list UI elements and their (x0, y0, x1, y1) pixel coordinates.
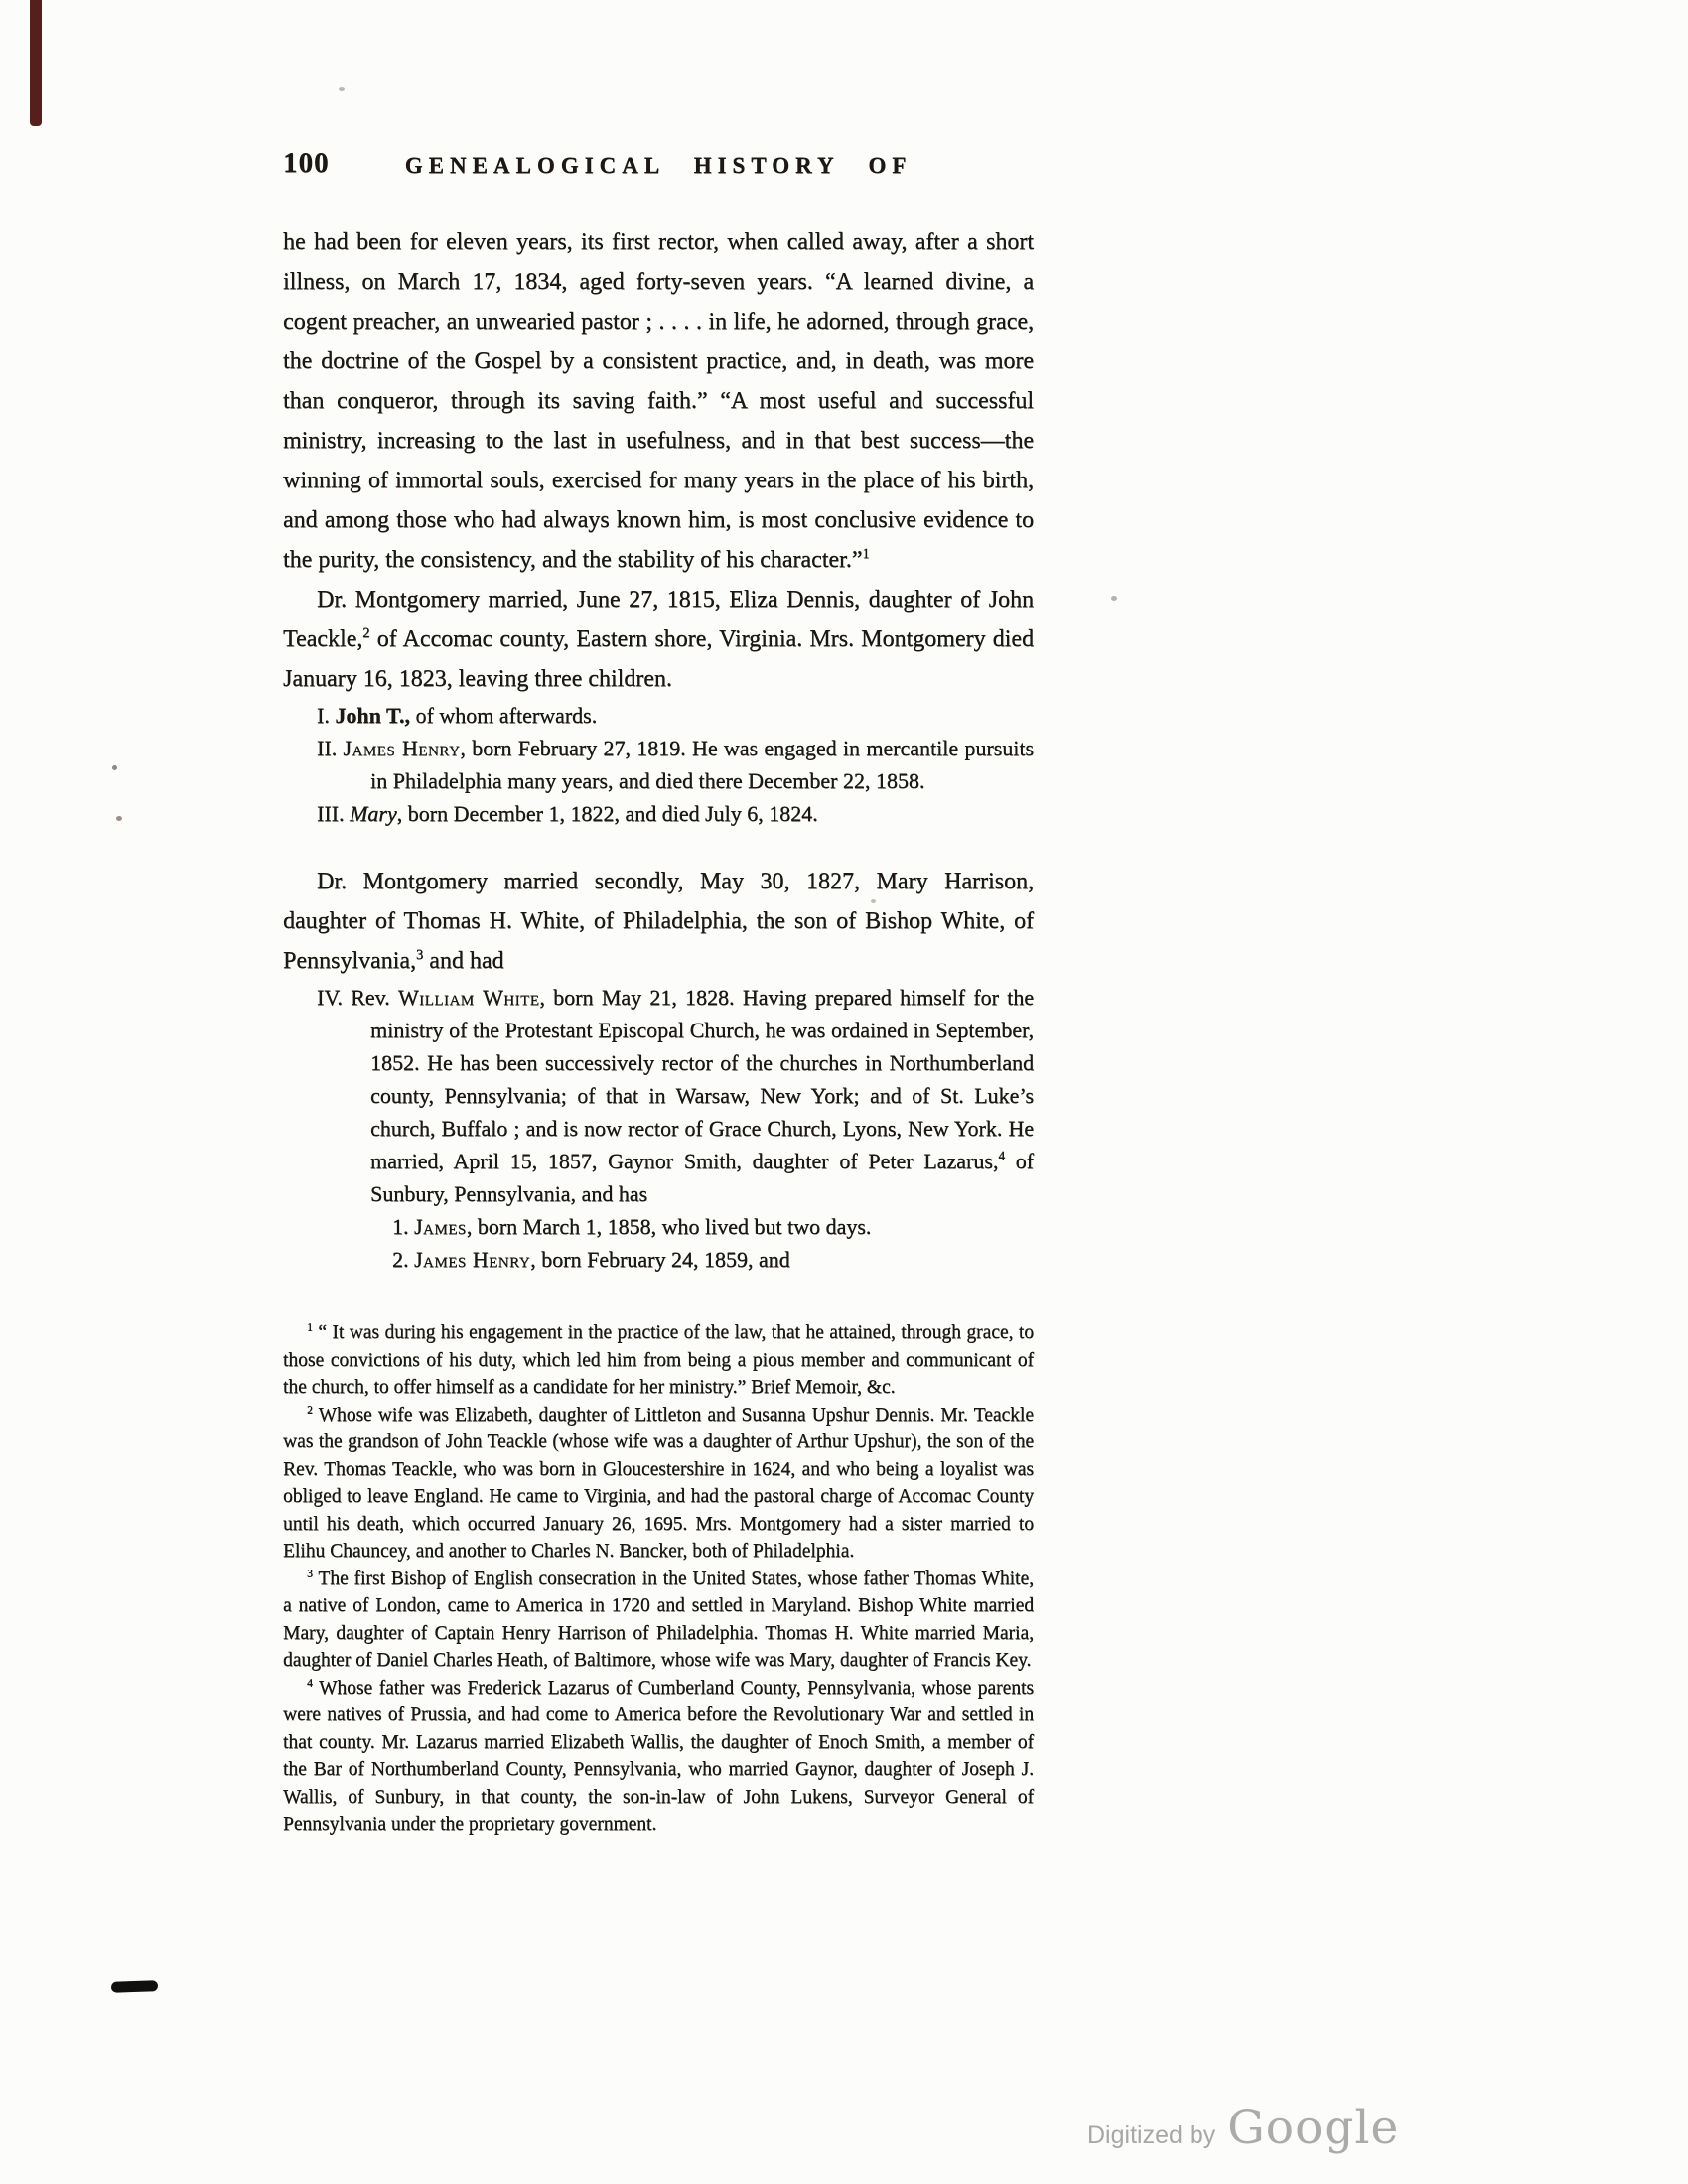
list-item-II: II. James Henry, born February 27, 1819. He was engaged in mercantile pursuits in Philadelphia many years, and died there December 22, 1858. (317, 736, 1034, 793)
list-item-I: I. John T., of whom afterwards. (317, 703, 598, 728)
scan-edge-mark (30, 0, 42, 126)
footnote-2: $^2$ Whose wife was Elizabeth, daughter of Littleton and Susanna Upshur Dennis. Mr. Teackle was the grandson of John Teackle (whose wife was a daughter of Arthur Upshur), the son of the Rev. Thomas Teackle, who was born in Gloucestershire in 1624, and who being a loyalist was obliged to leave England. He came to Virginia, and had the pastoral charge of Accomac County until his death, which occurred January 26, 1695. Mrs. Montgomery had a sister married to Elihu Chauncey, and another to Charles N. Bancker, both of Philadelphia. (283, 1403, 1034, 1562)
digitized-by-label: Digitized by (1087, 2121, 1216, 2149)
paragraph-first-marriage: Dr. Montgomery married, June 27, 1815, Eliza Dennis, daughter of John Teackle,$^2$ of Accomac county, Eastern shore, Virginia. Mrs. Montgomery died January 16, 1823, leaving three children. (283, 587, 1034, 692)
footnotes-section (283, 1319, 1034, 1839)
sub-item-1: 1. James, born March 1, 1858, who lived but two days. (392, 1214, 872, 1239)
scan-speck (112, 765, 117, 770)
paragraph-continuation: he had been for eleven years, its first rector, when called away, after a short illness, on March 17, 1834, aged forty-seven years. “A learned divine, a cogent preacher, an unwearied pastor ; . . . . in life, he adorned, through grace, the doctrine of the Gospel by a consistent practice, and, in death, was more than conqueror, through its saving faith.” “A most useful and successful ministry, increasing to the last in usefulness, and in that best success—the winning of immortal souls, exercised for many years in the place of his birth, and among those who had always known him, is most conclusive evidence to the purity, the consistency, and the stability of his character.”$^1$ (283, 229, 1034, 573)
google-logo: Google (1227, 2101, 1400, 2155)
list-item-III: III. Mary, born December 1, 1822, and died July 6, 1824. (317, 801, 818, 826)
footnote-4: $^4$ Whose father was Frederick Lazarus of Cumberland County, Pennsylvania, whose parents were natives of Prussia, and had come to America before the Revolutionary War and settled in that county. Mr. Lazarus married Elizabeth Wallis, the daughter of Enoch Smith, a member of the Bar of Northumberland County, Pennsylvania, who married Gaynor, daughter of Joseph J. Wallis, of Sunbury, in that county, the son-in-law of John Lukens, Surveyor General of Pennsylvania under the proprietary government. (283, 1676, 1034, 1835)
page-number: 100 (283, 147, 330, 179)
text-column (283, 145, 1034, 1839)
running-title: GENEALOGICAL HISTORY OF (404, 153, 913, 178)
footnote-3: $^3$ The first Bishop of English consecration in the United States, whose father Thomas White, a native of London, came to America in 1720 and settled in Maryland. Bishop White married Mary, daughter of Captain Henry Harrison of Philadelphia. Thomas H. White married Maria, daughter of Daniel Charles Heath, of Baltimore, whose wife was Mary, daughter of Francis Key. (283, 1567, 1034, 1671)
list-item-IV: IV. Rev. William White, born May 21, 1828. Having prepared himself for the ministry of the Protestant Episcopal Church, he was ordained in September, 1852. He has been successively rector of the churches in Northumberland county, Pennsylvania; of that in Warsaw, New York; and of St. Luke’s church, Buffalo ; and is now rector of Grace Church, Lyons, New York. He married, April 15, 1857, Gaynor Smith, daughter of Peter Lazarus,$^4$ of Sunbury, Pennsylvania, and has (317, 985, 1034, 1206)
scan-speck (116, 816, 122, 821)
digitized-watermark (1087, 2101, 1399, 2155)
scan-speck (339, 87, 345, 91)
scan-ink-dash (111, 1980, 158, 1993)
page-header (283, 145, 1034, 189)
paragraph-second-marriage: Dr. Montgomery married secondly, May 30, 1827, Mary Harrison, daughter of Thomas H. White, of Philadelphia, the son of Bishop White, of Pennsylvania,$^3$ and had (283, 869, 1034, 974)
sub-item-2: 2. James Henry, born February 24, 1859, and (392, 1247, 790, 1272)
scan-speck (1111, 596, 1117, 601)
footnote-1: $^1$ “ It was during his engagement in the practice of the law, that he attained, through grace, to those convictions of his duty, which led him from being a pious member and communicant of the church, to offer himself as a candidate for her ministry.” Brief Memoir, &c. (283, 1320, 1034, 1398)
